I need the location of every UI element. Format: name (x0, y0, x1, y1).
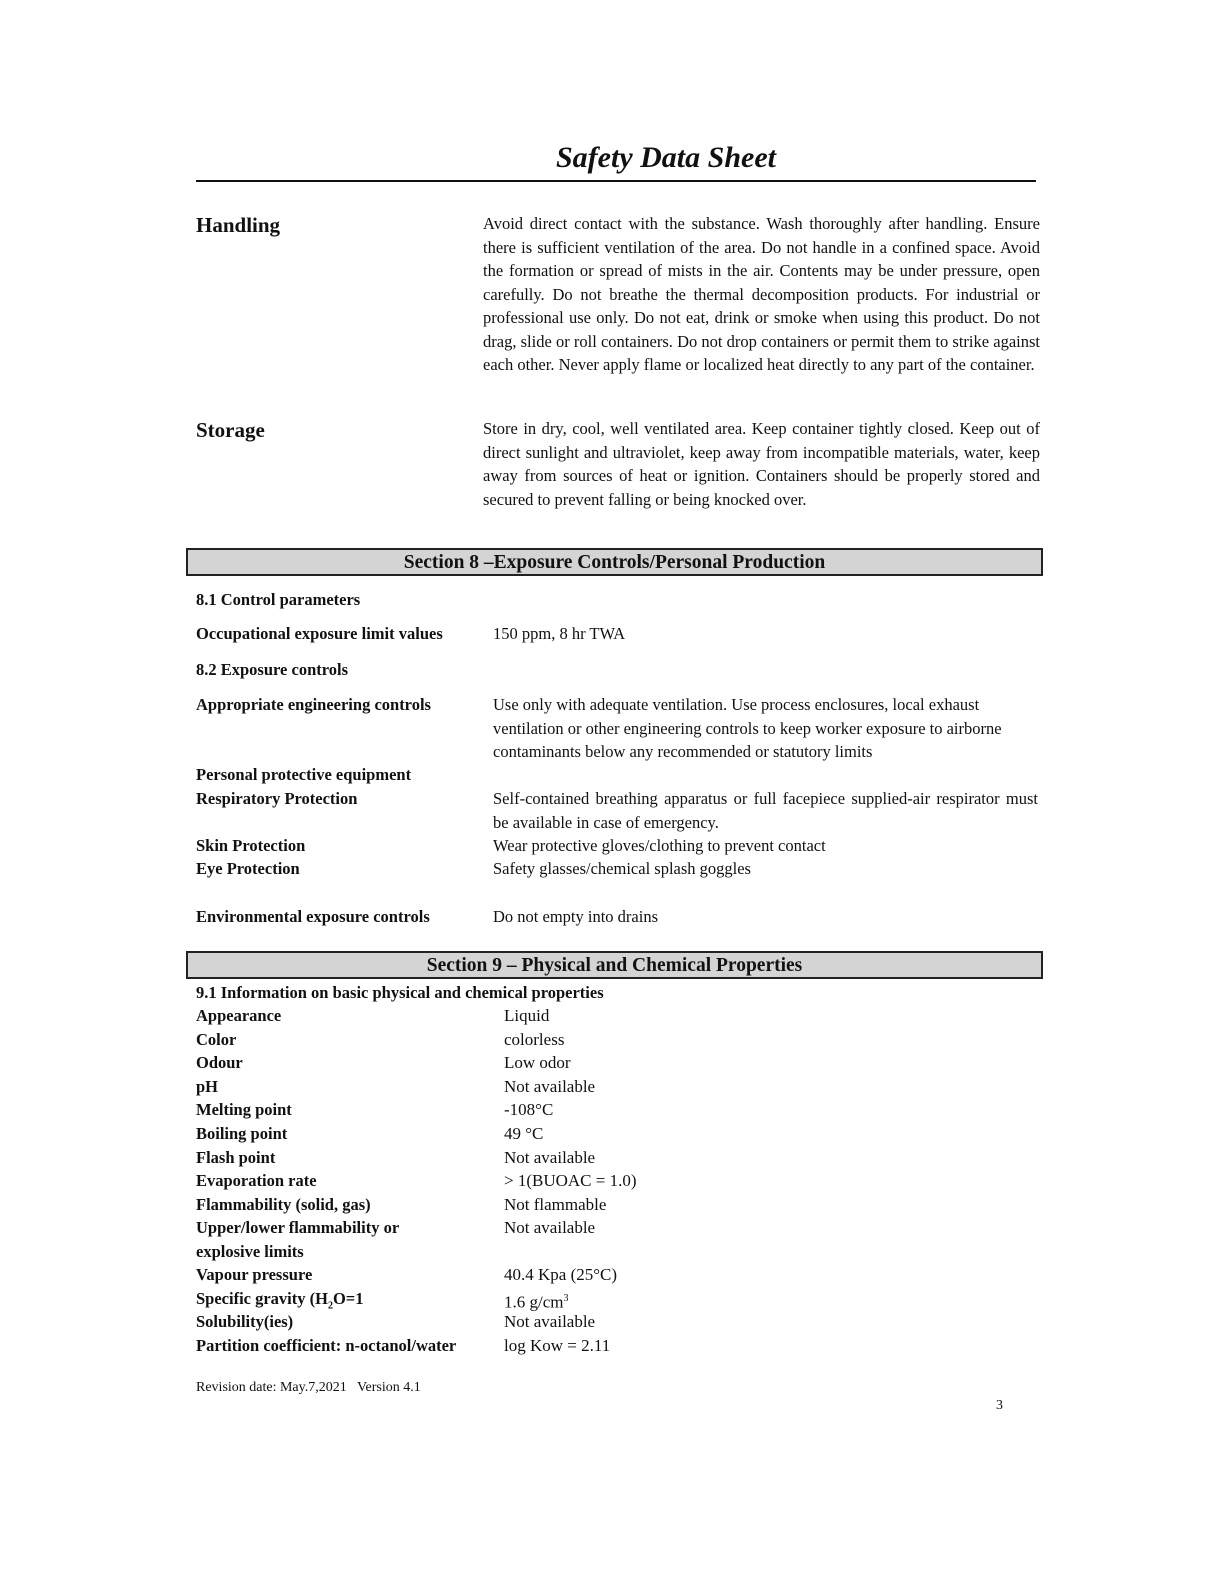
respiratory-value: Self-contained breathing apparatus or full facepiece supplied-air respirator must be available in case of emergency. (493, 789, 1038, 832)
partition-coefficient-label: Partition coefficient: n-octanol/water (196, 1336, 457, 1355)
melting-point-value: -108°C (504, 1100, 554, 1119)
page-title: Safety Data Sheet (556, 141, 776, 174)
section-8-header: Section 8 –Exposure Controls/Personal Production (186, 548, 1043, 576)
storage-label: Storage (196, 418, 265, 442)
specific-gravity-label: Specific gravity ($H_2O=1$ (196, 1289, 364, 1312)
color-value: colorless (504, 1030, 565, 1049)
evaporation-rate-value: > 1(BUOAC = 1.0) (504, 1171, 637, 1190)
boiling-point-value: 49 °C (504, 1124, 544, 1143)
skin-protection-value: Wear protective gloves/clothing to prevent contact (493, 836, 826, 855)
odour-value: Low odor (504, 1053, 571, 1072)
vapour-pressure-value: 40.4 Kpa (25°C) (504, 1265, 618, 1284)
handling-text: Avoid direct contact with the substance. Wash thoroughly after handling. Ensure there is sufficient ventilation of the area. Do not handle in a confined space. Avoid the formation or spread of mists in the air. Contents may be under pressure, open carefully. Do not breathe the thermal decomposition products. For industrial or professional use only. Do not eat, drink or smoke when using this product. Do not drag, slide or roll containers. Do not drop containers or permit them to strike against each other. Never apply flame or localized heat directly to any part of the container. (483, 214, 1040, 374)
flammability-limits-value: Not available (504, 1218, 596, 1237)
oel-label: Occupational exposure limit values (196, 624, 443, 643)
appearance-label: Appearance (196, 1006, 282, 1025)
control-parameters-heading: 8.1 Control parameters (196, 590, 361, 609)
ph-value: Not available (504, 1077, 596, 1096)
flash-point-label: Flash point (196, 1148, 276, 1167)
flammability-label: Flammability (solid, gas) (196, 1195, 371, 1214)
evaporation-rate-label: Evaporation rate (196, 1171, 317, 1190)
physical-properties-heading: 9.1 Information on basic physical and chemical properties (196, 983, 604, 1002)
page-number: 3 (996, 1398, 1003, 1413)
solubility-label: Solubility(ies) (196, 1312, 294, 1331)
flammability-value: Not flammable (504, 1195, 607, 1214)
flash-point-value: Not available (504, 1148, 596, 1167)
handling-label: Handling (196, 213, 281, 237)
environmental-controls-value: Do not empty into drains (493, 907, 658, 926)
boiling-point-label: Boiling point (196, 1124, 288, 1143)
flammability-limits-label: Upper/lower flammability or explosive limits (196, 1218, 399, 1261)
respiratory-label: Respiratory Protection (196, 789, 358, 808)
title-divider (196, 180, 1036, 182)
ph-label: pH (196, 1077, 219, 1096)
odour-label: Odour (196, 1053, 243, 1072)
environmental-controls-label: Environmental exposure controls (196, 907, 430, 926)
eye-protection-value: Safety glasses/chemical splash goggles (493, 859, 751, 878)
solubility-value: Not available (504, 1312, 596, 1331)
vapour-pressure-label: Vapour pressure (196, 1265, 313, 1284)
specific-gravity-value: 1.6 $g/cm^3$ (504, 1292, 569, 1312)
oel-value: 150 ppm, 8 hr TWA (493, 624, 626, 643)
partition-coefficient-value: log Kow = 2.11 (504, 1336, 611, 1355)
exposure-controls-heading: 8.2 Exposure controls (196, 660, 349, 679)
engineering-controls-value: Use only with adequate ventilation. Use process enclosures, local exhaust ventilation or other engineering controls to keep worker exposure to airborne contaminants below any recommended or statutory limits (493, 695, 1002, 761)
eye-protection-label: Eye Protection (196, 859, 300, 878)
color-label: Color (196, 1030, 237, 1049)
skin-protection-label: Skin Protection (196, 836, 306, 855)
appearance-value: Liquid (504, 1006, 550, 1025)
section-9-header: Section 9 – Physical and Chemical Properties (186, 951, 1043, 979)
revision-info: Revision date: May.7,2021 Version 4.1 (196, 1380, 421, 1395)
engineering-controls-label: Appropriate engineering controls (196, 695, 431, 714)
storage-text: Store in dry, cool, well ventilated area. Keep container tightly closed. Keep out of direct sunlight and ultraviolet, keep away from incompatible materials, water, keep away from sources of heat or ignition. Containers should be properly stored and secured to prevent falling or being knocked over. (483, 419, 1040, 509)
ppe-label: Personal protective equipment (196, 765, 412, 784)
melting-point-label: Melting point (196, 1100, 292, 1119)
